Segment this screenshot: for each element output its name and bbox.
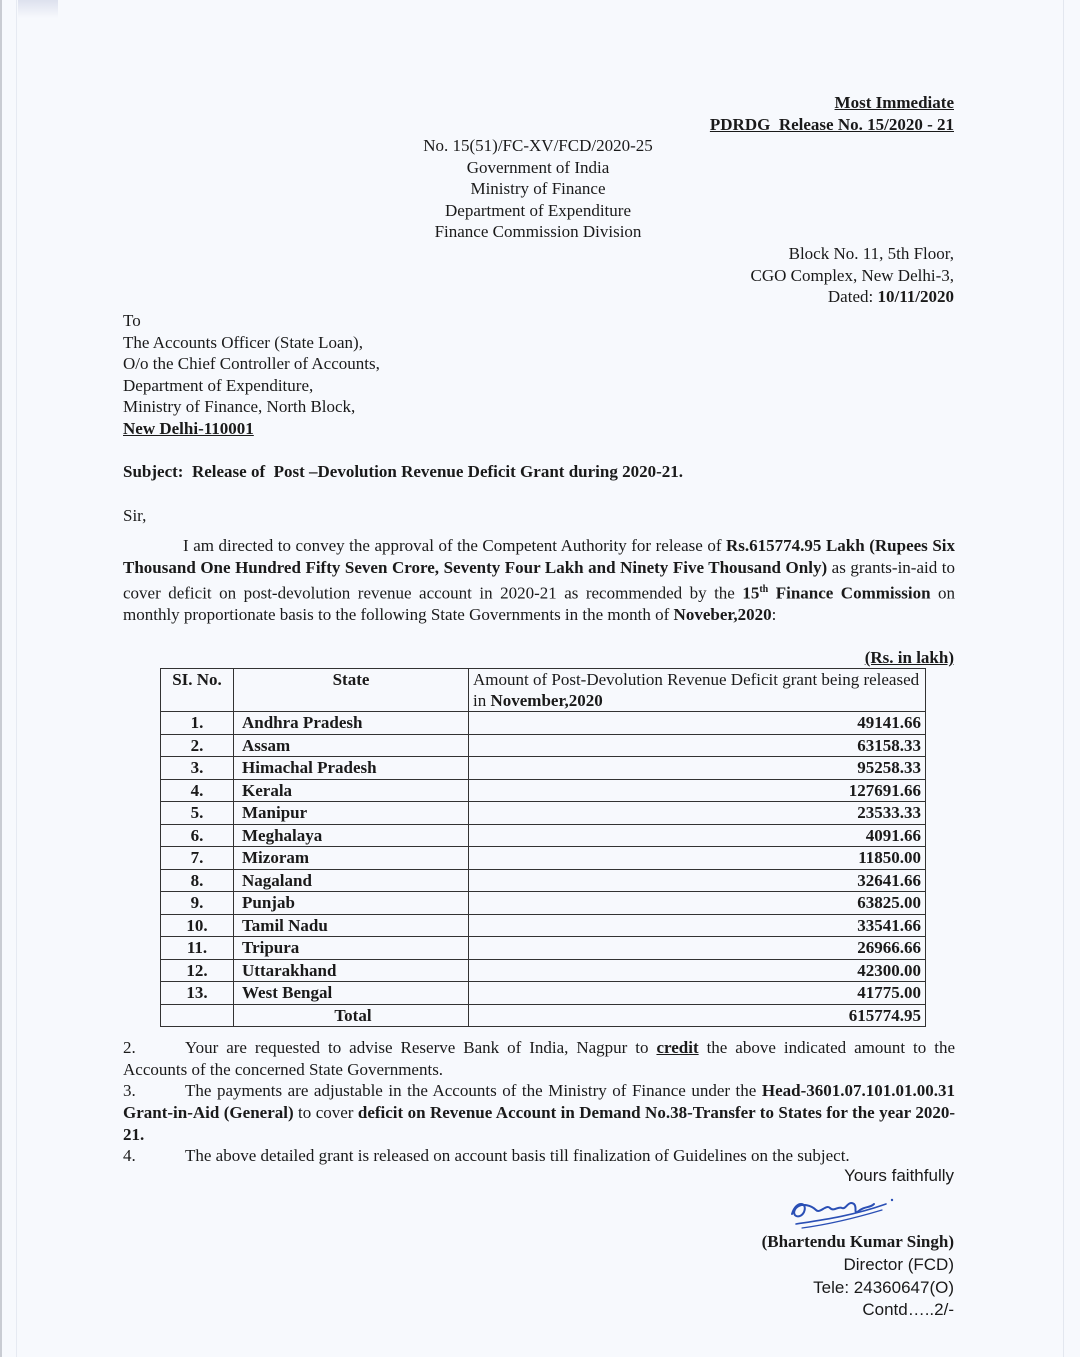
issuer-line: Department of Expenditure — [445, 200, 631, 220]
table-row: 2. Assam 63158.33 — [161, 734, 926, 757]
recipient-line: O/o the Chief Controller of Accounts, — [123, 354, 380, 373]
header-state: State — [234, 669, 469, 712]
credit-keyword: credit — [656, 1038, 699, 1057]
salutation: Sir, — [123, 506, 147, 525]
date-value: 10/11/2020 — [877, 287, 954, 306]
signatory-phone: Tele: 24360647(O) — [813, 1277, 954, 1297]
scan-shadow — [18, 0, 58, 18]
release-month: Noveber,2020 — [673, 605, 772, 625]
table-row: 10. Tamil Nadu 33541.66 — [161, 914, 926, 937]
signatory-designation: Director (FCD) — [843, 1255, 954, 1274]
issuer-line: Ministry of Finance — [470, 179, 606, 198]
table-row: 11. Tripura 26966.66 — [161, 937, 926, 960]
release-number: PDRDG Release No. 15/2020 - 21 — [709, 115, 954, 134]
date-line: Dated: 10/11/2020 — [827, 287, 954, 306]
closing: Yours faithfully — [844, 1166, 954, 1185]
priority-label: Most Immediate — [834, 93, 954, 112]
table-row: 13. West Bengal 41775.00 — [161, 982, 926, 1005]
issuer-block — [400, 135, 676, 243]
page-edge — [1063, 0, 1064, 1357]
table-row: 1. Andhra Pradesh 49141.66 — [161, 712, 926, 735]
table-header-row — [161, 669, 926, 712]
table-row: 5. Manipur 23533.33 — [161, 802, 926, 825]
issuer-line: Finance Commission Division — [434, 222, 642, 241]
total-amount: 615774.95 — [469, 1004, 926, 1027]
continued-note: Contd…..2/- — [862, 1300, 954, 1319]
body-paragraph: I am directed to convey the approval of the Competent Authority for release of Rs.615774.95 Lakh (Rupees Six Thousand One Hundred Fifty Seven Crore, Seventy Four Lakh and Ninety Five Thousand Only) as grants-in-aid to cover deficit on post-devolution revenue account in 2020-21 as recommended by the 15th Finance Commission on monthly proportionate basis to the following State Governments in the month of Noveber,2020: — [123, 536, 956, 625]
point-4: 4. The above detailed grant is released on account basis till finalization of Guidelines on the subject. — [123, 1146, 850, 1165]
issuer-line: Government of India — [466, 157, 610, 177]
signature-icon — [782, 1186, 902, 1232]
release-amount: Rs.615774.95 Lakh (Rupees Six Thousand One Hundred Fifty Seven Crore, Seventy Four Lakh and Ninety Five Thousand Only) — [123, 536, 955, 577]
table-row: 9. Punjab 63825.00 — [161, 892, 926, 915]
letter-header — [710, 92, 954, 136]
point-3: 3. The payments are adjustable in the Accounts of the Ministry of Finance under the Head-3601.07.101.01.00.31 Grant-in-Aid (General) to cover deficit on Revenue Account in Demand No.38-Transfer to States for the year 2020-21. — [123, 1081, 956, 1144]
table-total-row — [161, 1004, 926, 1027]
header-amount: Amount of Post-Devolution Revenue Deficit grant being released in November,2020 — [469, 669, 926, 712]
table-unit: (Rs. in lakh) — [864, 648, 954, 667]
recipient-city: New Delhi-110001 — [123, 418, 254, 438]
table-row: 3. Himachal Pradesh 95258.33 — [161, 757, 926, 780]
point-2: 2. Your are requested to advise Reserve Bank of India, Nagpur to credit the above indicated amount to the Accounts of the concerned State Governments. — [123, 1038, 955, 1079]
address-line: Block No. 11, 5th Floor, — [788, 244, 954, 263]
header-sl-no: SI. No. — [161, 669, 234, 712]
page-edge — [16, 0, 17, 1357]
to-label: To — [123, 311, 141, 330]
table-row: 4. Kerala 127691.66 — [161, 779, 926, 802]
subject-line: Subject: Release of Post –Devolution Revenue Deficit Grant during 2020-21. — [123, 462, 683, 481]
signatory-name: (Bhartendu Kumar Singh) — [761, 1232, 954, 1251]
table-row: 8. Nagaland 32641.66 — [161, 869, 926, 892]
recipient-line: Department of Expenditure, — [123, 375, 314, 395]
grant-table — [160, 668, 926, 1027]
total-label: Total — [234, 1004, 469, 1027]
recipient-line: Ministry of Finance, North Block, — [123, 397, 356, 416]
recipient-line: The Accounts Officer (State Loan), — [123, 332, 363, 352]
table-row: 12. Uttarakhand 42300.00 — [161, 959, 926, 982]
page-edge — [0, 0, 2, 1357]
table-row: 6. Meghalaya 4091.66 — [161, 824, 926, 847]
recipient-block — [123, 310, 380, 439]
account-head: Head-3601.07.101.01.00.31 Grant-in-Aid (General) — [123, 1081, 955, 1122]
address-line: CGO Complex, New Delhi-3, — [750, 265, 954, 285]
table-row: 7. Mizoram 11850.00 — [161, 847, 926, 870]
file-number: No. 15(51)/FC-XV/FCD/2020-25 — [423, 136, 653, 155]
office-address — [750, 243, 954, 308]
signatory-details — [813, 1254, 954, 1322]
